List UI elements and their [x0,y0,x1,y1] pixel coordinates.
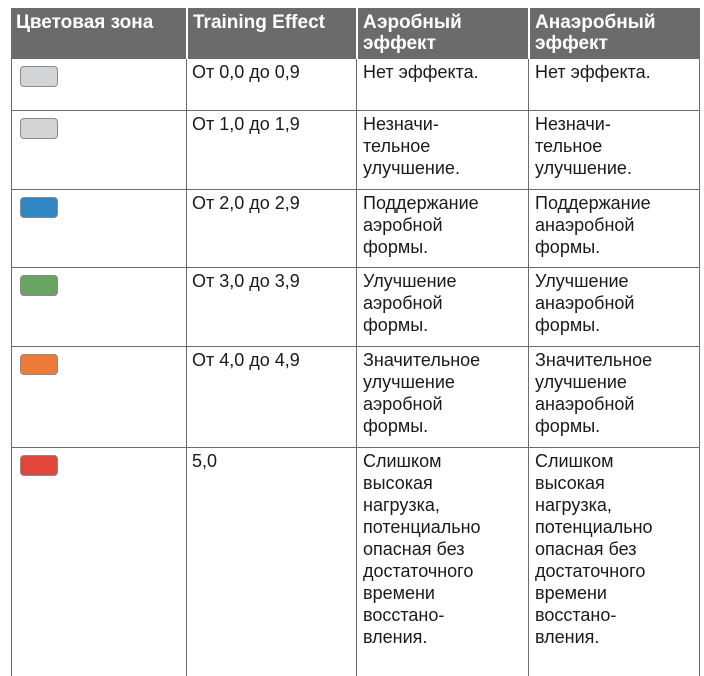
anaerobic-effect-line: Слишком [535,451,614,471]
aerobic-effect-line: аэробной [363,394,443,414]
aerobic-effect-line: восстано- [363,605,445,625]
anaerobic-effect-line: нагрузка, [535,495,612,515]
header-anaerobic-line: эффект [535,33,608,54]
aerobic-effect-line: опасная без [363,539,465,559]
aerobic-effect-line: аэробной [363,215,443,235]
anaerobic-effect-line: восстано- [535,605,617,625]
anaerobic-effect-line: Поддержание [535,193,651,213]
training-effect-range: 5,0 [192,451,218,471]
anaerobic-effect-cell [531,448,699,648]
header-divider [528,8,530,59]
anaerobic-effect-line: анаэробной [535,293,635,313]
header-color-zone: Цветовая зона [16,12,154,33]
aerobic-effect-line: тельное [363,136,431,156]
column-divider [699,59,700,676]
header-aerobic-effect [358,8,528,59]
header-training-effect: Training Effect [193,12,325,33]
aerobic-effect-line: Улучшение [363,271,457,291]
aerobic-effect-line: улучшение. [363,158,460,178]
anaerobic-effect-line: опасная без [535,539,637,559]
aerobic-effect-line: формы. [363,237,429,257]
color-zone-swatch [20,455,58,476]
anaerobic-effect-line: достаточного [535,561,646,581]
anaerobic-effect-line: тельное [535,136,603,156]
header-aerobic-line: Аэробный [363,12,462,33]
column-divider [186,59,187,676]
aerobic-effect-line: Поддержание [363,193,479,213]
anaerobic-effect-line: Улучшение [535,271,629,291]
table-header-row [11,8,700,59]
color-zone-swatch [20,354,58,375]
aerobic-effect-line: времени [363,583,435,603]
anaerobic-effect-line: высокая [535,473,605,493]
aerobic-effect-line: формы. [363,315,429,335]
aerobic-effect-cell [359,268,527,336]
anaerobic-effect-line: анаэробной [535,394,635,414]
column-divider [356,59,357,676]
column-divider [528,59,529,676]
anaerobic-effect-line: потенциально [535,517,653,537]
training-effect-range: От 1,0 до 1,9 [192,114,300,134]
aerobic-effect-line: высокая [363,473,433,493]
aerobic-effect-cell [359,111,527,179]
aerobic-effect-cell [359,190,527,258]
aerobic-effect-line: Слишком [363,451,442,471]
header-anaerobic-line: Анаэробный [535,12,656,33]
aerobic-effect-line: Незначи- [363,114,439,134]
color-zone-swatch [20,118,58,139]
training-effect-range: От 4,0 до 4,9 [192,350,300,370]
anaerobic-effect-line: формы. [535,416,601,436]
anaerobic-effect-line: улучшение [535,372,627,392]
aerobic-effect-cell [359,347,527,437]
anaerobic-effect-line: улучшение. [535,158,632,178]
anaerobic-effect-cell [531,111,699,179]
anaerobic-effect-line: Нет эффекта. [535,62,651,82]
aerobic-effect-line: достаточного [363,561,474,581]
color-zone-swatch [20,66,58,87]
aerobic-effect-line: Нет эффекта. [363,62,479,82]
anaerobic-effect-cell [531,59,699,83]
header-aerobic-line: эффект [363,33,436,54]
anaerobic-effect-line: времени [535,583,607,603]
training-effect-range: От 3,0 до 3,9 [192,271,300,291]
anaerobic-effect-line: Незначи- [535,114,611,134]
aerobic-effect-line: аэробной [363,293,443,313]
training-effect-range: От 2,0 до 2,9 [192,193,300,213]
column-divider [11,59,12,676]
training-effect-range: От 0,0 до 0,9 [192,62,300,82]
header-divider [356,8,358,59]
aerobic-effect-line: нагрузка, [363,495,440,515]
anaerobic-effect-line: анаэробной [535,215,635,235]
anaerobic-effect-cell [531,347,699,437]
anaerobic-effect-line: формы. [535,237,601,257]
training-effect-table [11,8,700,676]
anaerobic-effect-line: вления. [535,627,600,647]
anaerobic-effect-cell [531,190,699,258]
header-divider [186,8,188,59]
anaerobic-effect-cell [531,268,699,336]
aerobic-effect-line: Значительное [363,350,481,370]
color-zone-swatch [20,197,58,218]
anaerobic-effect-line: Значительное [535,350,653,370]
header-anaerobic-effect [530,8,700,59]
aerobic-effect-line: потенциально [363,517,481,537]
aerobic-effect-cell [359,59,527,83]
aerobic-effect-line: вления. [363,627,428,647]
aerobic-effect-line: улучшение [363,372,455,392]
aerobic-effect-cell [359,448,527,648]
color-zone-swatch [20,275,58,296]
aerobic-effect-line: формы. [363,416,429,436]
anaerobic-effect-line: формы. [535,315,601,335]
